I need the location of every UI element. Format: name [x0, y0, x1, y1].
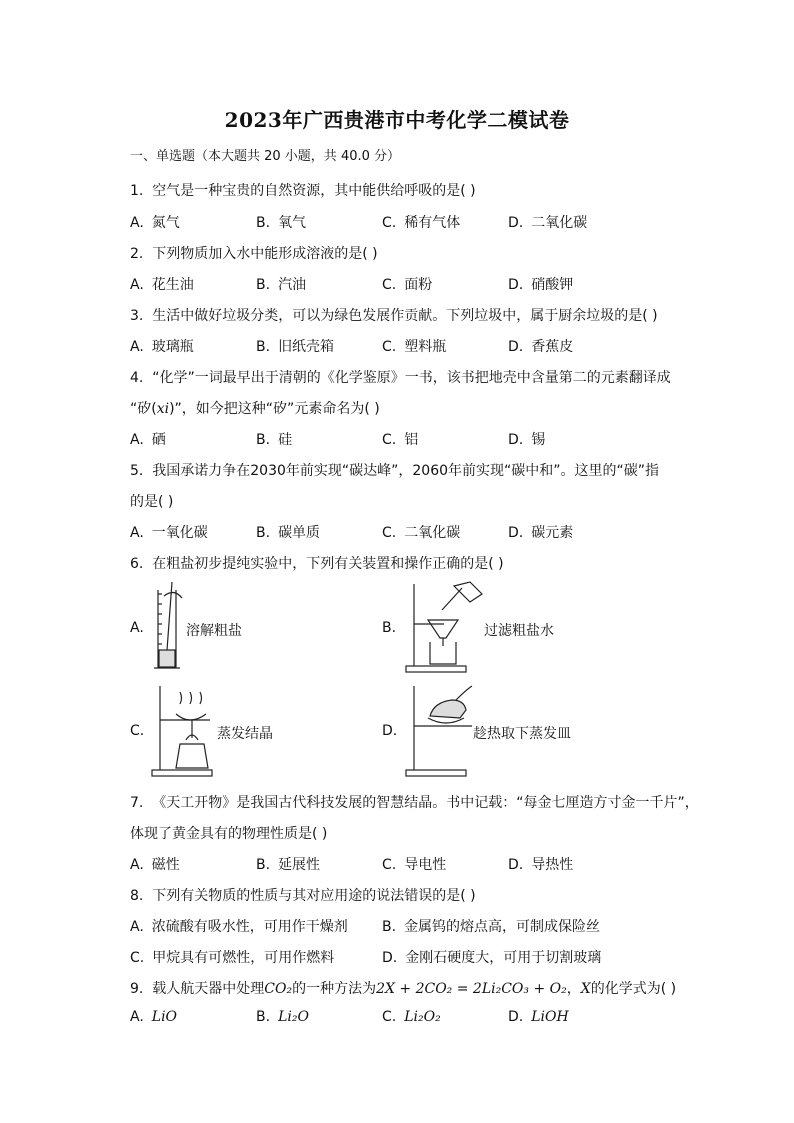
question-text: 空气是一种宝贵的自然资源，其中能供给呼吸的是( ) — [152, 183, 476, 199]
question-number: 9. — [130, 981, 144, 997]
question-5-continued: 的是( ) — [130, 494, 174, 510]
pinyin-xi: xi — [156, 401, 170, 417]
question-text: 下列有关物质的性质与其对应用途的说法错误的是( ) — [152, 888, 476, 904]
q1-option-a[interactable]: A. 氮气 — [130, 215, 180, 231]
question-number: 3. — [130, 308, 144, 324]
question-7-continued: 体现了黄金具有的物理性质是( ) — [130, 826, 328, 842]
q7-option-d[interactable]: D. 导热性 — [508, 857, 574, 873]
q4-option-d[interactable]: D. 锡 — [508, 432, 546, 448]
q6-option-c-caption: 蒸发结晶 — [217, 726, 273, 742]
question-text: 《天工开物》是我国古代科技发展的智慧结晶。书中记载：“每金七厘造方寸金一千片”， — [152, 795, 699, 811]
q8-option-a[interactable]: A. 浓硫酸有吸水性，可用作干燥剂 — [130, 919, 348, 935]
q5-option-a[interactable]: A. 一氧化碳 — [130, 525, 208, 541]
q4-option-b[interactable]: B. 硅 — [256, 432, 293, 448]
question-8 — [130, 885, 476, 905]
q2-option-b[interactable]: B. 汽油 — [256, 277, 307, 293]
q4-option-c[interactable]: C. 铝 — [382, 432, 419, 448]
q8-option-c[interactable]: C. 甲烷具有可燃性，可用作燃料 — [130, 950, 335, 966]
question-text: 在粗盐初步提纯实验中，下列有关装置和操作正确的是( ) — [152, 556, 504, 572]
q5-option-b[interactable]: B. 碳单质 — [256, 525, 321, 541]
q3-option-a[interactable]: A. 玻璃瓶 — [130, 339, 194, 355]
q8-option-b[interactable]: B. 金属钨的熔点高，可制成保险丝 — [382, 919, 601, 935]
q6-option-a-label[interactable]: A. — [130, 620, 144, 636]
question-4 — [130, 367, 671, 387]
question-6 — [130, 553, 504, 573]
question-9: 9. 载人航天器中处理CO₂的一种方法为2X + 2CO₂ = 2Li₂CO₃ + O₂，X的化学式为( ) — [130, 981, 677, 997]
q8-option-d[interactable]: D. 金刚石硬度大，可用于切割玻璃 — [382, 950, 602, 966]
formula-equation: 2X + 2CO₂ = 2Li₂CO₃ + O₂ — [376, 981, 567, 997]
q6-option-a-caption: 溶解粗盐 — [186, 623, 242, 639]
q4-option-a[interactable]: A. 硒 — [130, 432, 166, 448]
q6-option-d-caption: 趁热取下蒸发皿 — [473, 726, 571, 742]
question-2 — [130, 243, 378, 263]
q7-option-b[interactable]: B. 延展性 — [256, 857, 321, 873]
q9-option-b[interactable]: B. Li₂O — [256, 1009, 309, 1025]
question-text: 下列物质加入水中能形成溶液的是( ) — [152, 246, 378, 262]
question-text: “化学”一词最早出于清朝的《化学鉴原》一书，该书把地壳中含量第二的元素翻译成 — [152, 370, 671, 386]
hand-remove-dish-icon — [400, 682, 480, 778]
question-number: 5. — [130, 463, 144, 479]
q7-option-a[interactable]: A. 磁性 — [130, 857, 180, 873]
question-number: 4. — [130, 370, 144, 386]
q2-option-d[interactable]: D. 硝酸钾 — [508, 277, 574, 293]
q9-option-a[interactable]: A. LiO — [130, 1009, 178, 1025]
q2-option-a[interactable]: A. 花生油 — [130, 277, 194, 293]
question-7 — [130, 792, 699, 812]
filtration-stand-icon — [400, 580, 496, 676]
q5-option-c[interactable]: C. 二氧化碳 — [382, 525, 461, 541]
question-number: 8. — [130, 888, 144, 904]
question-number: 7. — [130, 795, 144, 811]
formula-co2: CO₂ — [264, 981, 293, 997]
dissolving-beaker-icon — [150, 580, 190, 676]
q9-option-d[interactable]: D. LiOH — [508, 1009, 569, 1025]
question-text: 生活中做好垃圾分类，可以为绿色发展作贡献。下列垃圾中，属于厨余垃圾的是( ) — [152, 308, 658, 324]
q9-option-c[interactable]: C. Li₂O₂ — [382, 1009, 441, 1025]
question-number: 1. — [130, 183, 144, 199]
q1-option-b[interactable]: B. 氧气 — [256, 215, 307, 231]
q6-option-d-label[interactable]: D. — [382, 723, 398, 739]
q7-option-c[interactable]: C. 导电性 — [382, 857, 447, 873]
question-5 — [130, 460, 659, 480]
q6-option-c-label[interactable]: C. — [130, 723, 145, 739]
q1-option-c[interactable]: C. 稀有气体 — [382, 215, 461, 231]
question-1 — [130, 180, 476, 200]
q1-option-d[interactable]: D. 二氧化碳 — [508, 215, 588, 231]
question-number: 2. — [130, 246, 144, 262]
question-text: 我国承诺力争在2030年前实现“碳达峰”，2060年前实现“碳中和”。这里的“碳”指 — [152, 463, 660, 479]
q3-option-d[interactable]: D. 香蕉皮 — [508, 339, 574, 355]
formula-x: X — [580, 981, 591, 997]
q6-option-b-caption: 过滤粗盐水 — [484, 623, 554, 639]
q2-option-c[interactable]: C. 面粉 — [382, 277, 433, 293]
question-3 — [130, 305, 658, 325]
question-number: 6. — [130, 556, 144, 572]
page-title: 2023年广西贵港市中考化学二模试卷 — [224, 108, 570, 132]
q6-option-b-label[interactable]: B. — [382, 620, 397, 636]
evaporation-stand-icon — [150, 682, 222, 778]
q5-option-d[interactable]: D. 碳元素 — [508, 525, 574, 541]
q3-option-c[interactable]: C. 塑料瓶 — [382, 339, 447, 355]
question-4-continued: “矽(xi)”，如今把这种“矽”元素命名为( ) — [130, 401, 380, 417]
section-heading: 一、单选题（本大题共 20 小题，共 40.0 分） — [130, 149, 401, 164]
q3-option-b[interactable]: B. 旧纸壳箱 — [256, 339, 335, 355]
